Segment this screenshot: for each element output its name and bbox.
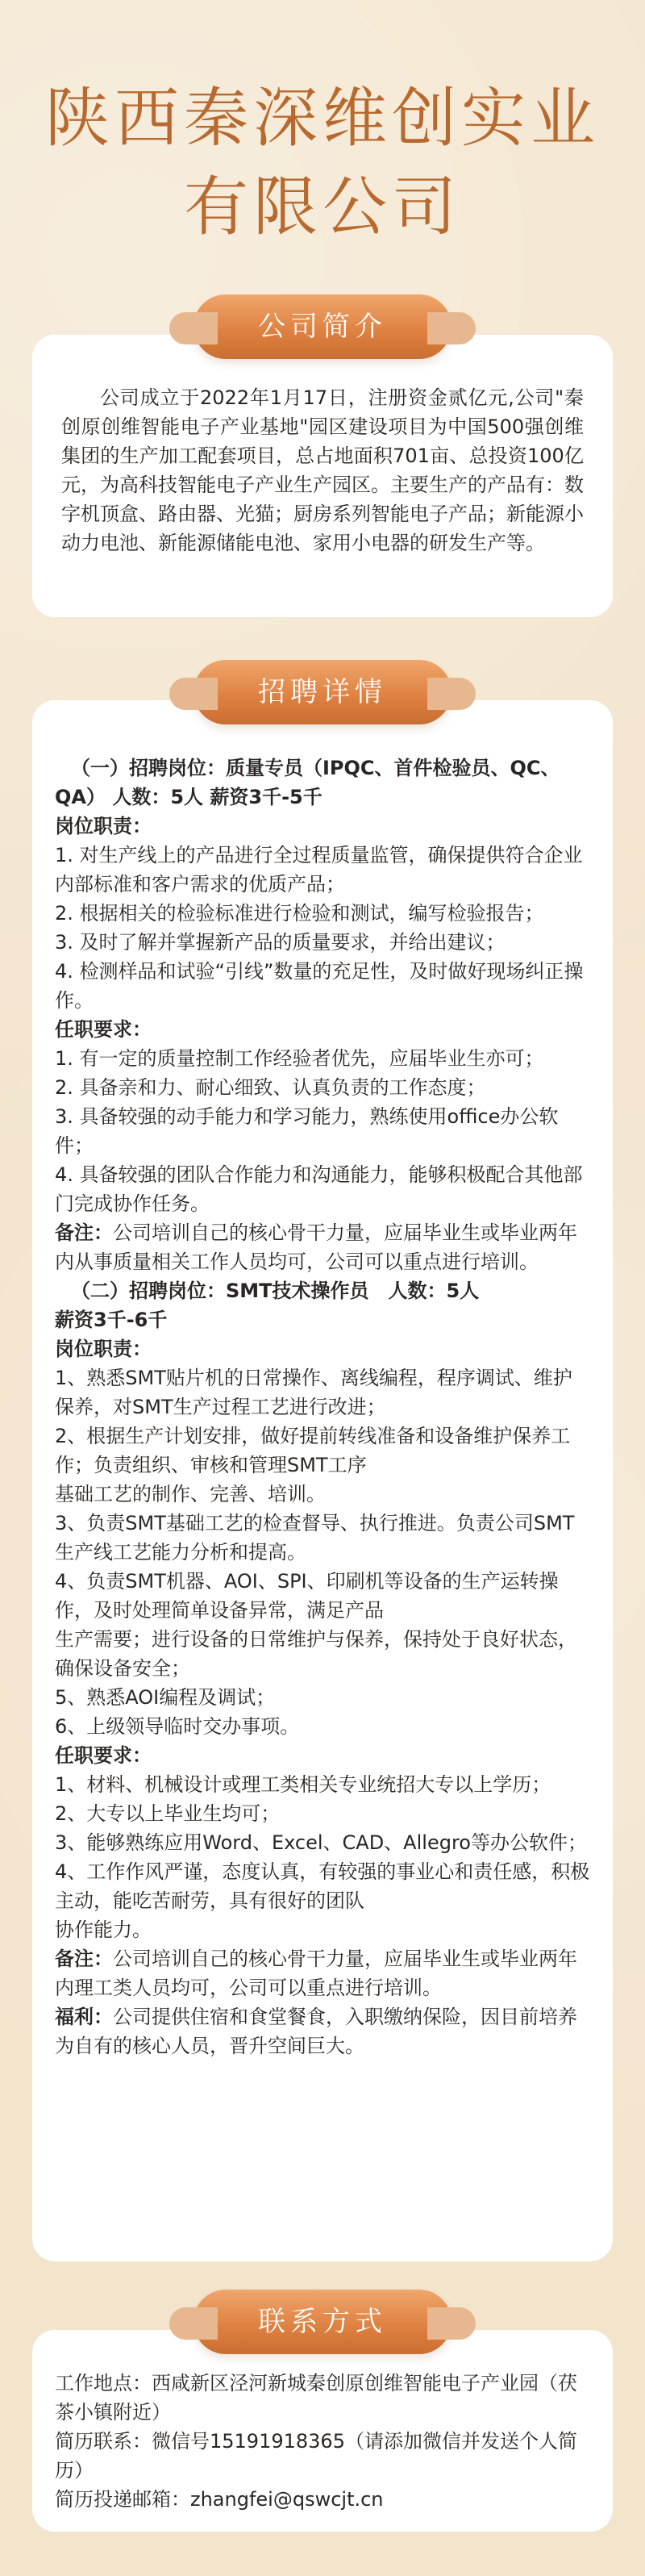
job2-duty: 6、上级领导临时交办事项。 (55, 1715, 300, 1738)
job2-duty: 生产需要；进行设备的日常维护与保养，保持处于良好状态，确保设备安全； (55, 1628, 577, 1680)
job1-duty: 4. 检测样品和试验“引线”数量的充足性，及时做好现场纠正操作。 (55, 960, 584, 1012)
job2-requirement: 4、工作作风严谨，态度认真，有较强的事业心和责任感，积极主动，能吃苦耐劳，具有很好的团队 (55, 1860, 590, 1912)
page-title (0, 74, 645, 252)
job1-note-text: 公司培训自己的核心骨干力量，应届毕业生或毕业两年内从事质量相关工作人员均可，公司可以重点进行培训。 (55, 1221, 577, 1273)
job1-note-label: 备注： (55, 1221, 113, 1244)
job2-note (55, 1944, 590, 2002)
job1-duty: 3. 及时了解并掌握新产品的质量要求，并给出建议； (55, 931, 506, 954)
job1-duty: 1. 对生产线上的产品进行全过程质量监管，确保提供符合企业内部标准和客户需求的优质产品； (55, 844, 583, 896)
job2-requirement: 2、大专以上毕业生均可； (55, 1802, 281, 1825)
contact-resume: 简历联系：微信号15191918365（请添加微信并发送个人简历） (55, 2430, 577, 2482)
intro-text: 公司成立于2022年1月17日，注册资金贰亿元,公司"秦创原创维智能电子产业基地"园区建设项目为中国500强创维集团的生产加工配套项目，总占地面积701亩、总投资100亿元，为高科技智能电子产业生产园区。主要生产的产品有：数字机顶盒、路由器、光猫；厨房系列智能电子产品；新能源小动力电池、新能源储能电池、家用小电器的研发生产等。 (61, 386, 584, 554)
intro-header: 公司简介 (194, 294, 452, 359)
job1-duties-label: 岗位职责： (55, 815, 152, 837)
contact-header: 联系方式 (194, 2290, 452, 2354)
job1-note (55, 1218, 590, 1276)
job1-requirement: 1. 有一定的质量控制工作经验者优先，应届毕业生亦可； (55, 1047, 544, 1070)
recruit-card (32, 676, 613, 2261)
job2-duty: 3、负责SMT基础工艺的检查督导、执行推进。负责公司SMT生产线工艺能力分析和提高。 (55, 1512, 575, 1564)
job2-title: （二）招聘岗位：SMT技术操作员 人数：5人 (71, 1280, 480, 1302)
job2-note-text: 公司培训自己的核心骨干力量，应届毕业生或毕业两年内理工类人员均可，公司可以重点进行培训。 (55, 1948, 577, 1999)
job2-salary: 薪资3千-6千 (55, 1309, 168, 1331)
job2-requirement: 协作能力。 (55, 1918, 152, 1941)
title-line-2: 有限公司 (184, 169, 461, 244)
recruit-header: 招聘详情 (194, 660, 452, 724)
contact-address: 工作地点：西咸新区泾河新城秦创原创维智能电子产业园（茯茶小镇附近） (55, 2372, 577, 2424)
job2-requirement: 3、能够熟练应用Word、Excel、CAD、Allegro等办公软件； (55, 1831, 587, 1854)
job2-duty: 1、熟悉SMT贴片机的日常操作、离线编程，程序调试、维护保养，对SMT生产过程工艺进行改进； (55, 1367, 572, 1418)
job2-welfare-label: 福利： (55, 2006, 113, 2028)
job2-duty: 5、熟悉AOI编程及调试； (55, 1686, 276, 1709)
job2-duty: 基础工艺的制作、完善、培训。 (55, 1483, 326, 1505)
title-line-1: 陕西秦深维创实业 (45, 81, 600, 156)
contact-email[interactable]: 简历投递邮箱：zhangfei@qswcjt.cn (55, 2488, 384, 2511)
job2-req-label: 任职要求： (55, 1744, 152, 1767)
job1-title: （一）招聘岗位：质量专员（IPQC、首件检验员、QC、QA） 人数：5人 薪资3千-5千 (55, 757, 560, 808)
job1-requirement: 2. 具备亲和力、耐心细致、认真负责的工作态度； (55, 1076, 486, 1099)
job1-requirement: 4. 具备较强的团队合作能力和沟通能力，能够积极配合其他部门完成协作任务。 (55, 1163, 583, 1215)
job2-duty: 4、负责SMT机器、AOI、SPI、印刷机等设备的生产运转操作，及时处理简单设备异常，满足产品 (55, 1570, 559, 1622)
job2-duties-label: 岗位职责： (55, 1338, 152, 1360)
job2-welfare (55, 2002, 590, 2060)
job1-duty: 2. 根据相关的检验标准进行检验和测试，编写检验报告； (55, 902, 544, 925)
job2-welfare-text: 公司提供住宿和食堂餐食，入职缴纳保险，因目前培养为自有的核心人员，晋升空间巨大。 (55, 2006, 577, 2057)
job1-req-label: 任职要求： (55, 1018, 152, 1041)
job2-requirement: 1、材料、机械设计或理工类相关专业统招大专以上学历； (55, 1773, 551, 1796)
job2-note-label: 备注： (55, 1948, 113, 1970)
job2-duty: 2、根据生产计划安排，做好提前转线准备和设备维护保养工作；负责组织、审核和管理SMT工序 (55, 1425, 571, 1476)
contact-card (32, 2306, 613, 2532)
intro-card (32, 311, 613, 617)
job1-requirement: 3. 具备较强的动手能力和学习能力，熟练使用office办公软件； (55, 1105, 559, 1157)
